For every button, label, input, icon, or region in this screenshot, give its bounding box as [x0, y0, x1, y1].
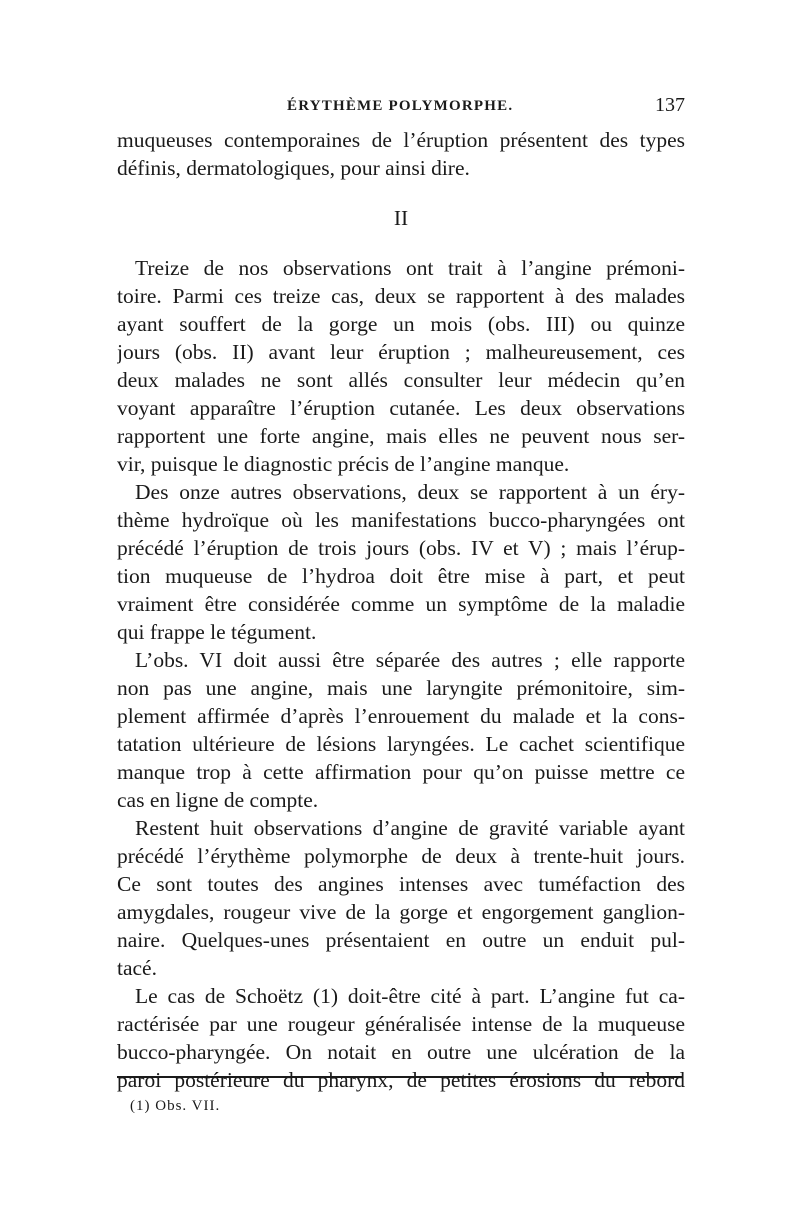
- text-line: bucco-pharyngée. On notait en outre une ulcération de la: [117, 1040, 685, 1064]
- text-line: cas en ligne de compte.: [117, 788, 319, 812]
- body-text: [117, 126, 685, 1094]
- footnote: (1) Obs. VII.: [130, 1098, 221, 1114]
- text-line: non pas une angine, mais une laryngite prémonitoire, sim-: [117, 676, 685, 700]
- text-line: ayant souffert de la gorge un mois (obs. III) ou quinze: [117, 312, 685, 336]
- text-line: Des onze autres observations, deux se rapportent à un éry-: [135, 480, 685, 504]
- text-line: vir, puisque le diagnostic précis de l’angine manque.: [117, 452, 570, 476]
- running-title: ÉRYTHÈME POLYMORPHE.: [287, 98, 514, 114]
- text-line: Treize de nos observations ont trait à l’angine prémoni-: [135, 256, 685, 280]
- text-line: tion muqueuse de l’hydroa doit être mise à part, et peut: [117, 564, 685, 588]
- text-line: vraiment être considérée comme un symptôme de la maladie: [117, 592, 685, 616]
- text-line: qui frappe le tégument.: [117, 620, 317, 644]
- text-line: voyant apparaître l’éruption cutanée. Les deux observations: [117, 396, 685, 420]
- text-line: paroi postérieure du pharynx, de petites érosions du rebord: [117, 1068, 685, 1092]
- text-line: muqueuses contemporaines de l’éruption présentent des types: [117, 128, 685, 152]
- text-line: amygdales, rougeur vive de la gorge et engorgement ganglion-: [117, 900, 685, 924]
- page-number: 137: [655, 94, 685, 116]
- text-line: précédé l’éruption de trois jours (obs. IV et V) ; mais l’érup-: [117, 536, 685, 560]
- text-line: tatation ultérieure de lésions laryngées. Le cachet scientifique: [117, 732, 685, 756]
- text-line: précédé l’érythème polymorphe de deux à trente-huit jours.: [117, 844, 685, 868]
- page-header: [117, 92, 685, 122]
- text-line: rapportent une forte angine, mais elles ne peuvent nous ser-: [117, 424, 685, 448]
- text-line: deux malades ne sont allés consulter leur médecin qu’en: [117, 368, 685, 392]
- text-line: L’obs. VI doit aussi être séparée des autres ; elle rapporte: [135, 648, 685, 672]
- text-line: jours (obs. II) avant leur éruption ; malheureusement, ces: [117, 340, 685, 364]
- text-line: définis, dermatologiques, pour ainsi dire.: [117, 156, 470, 180]
- text-line: Restent huit observations d’angine de gravité variable ayant: [135, 816, 685, 840]
- text-line: thème hydroïque où les manifestations bucco-pharyngées ont: [117, 508, 685, 532]
- footnote-divider: [117, 1076, 683, 1078]
- section-heading: II: [393, 206, 409, 230]
- text-line: Le cas de Schoëtz (1) doit-être cité à part. L’angine fut ca-: [135, 984, 685, 1008]
- text-line: toire. Parmi ces treize cas, deux se rapportent à des malades: [117, 284, 685, 308]
- text-line: manque trop à cette affirmation pour qu’on puisse mettre ce: [117, 760, 685, 784]
- text-line: plement affirmée d’après l’enrouement du malade et la cons-: [117, 704, 685, 728]
- text-line: ractérisée par une rougeur généralisée intense de la muqueuse: [117, 1012, 685, 1036]
- text-line: tacé.: [117, 956, 157, 980]
- text-line: naire. Quelques-unes présentaient en outre un enduit pul-: [117, 928, 685, 952]
- text-line: Ce sont toutes des angines intenses avec tuméfaction des: [117, 872, 685, 896]
